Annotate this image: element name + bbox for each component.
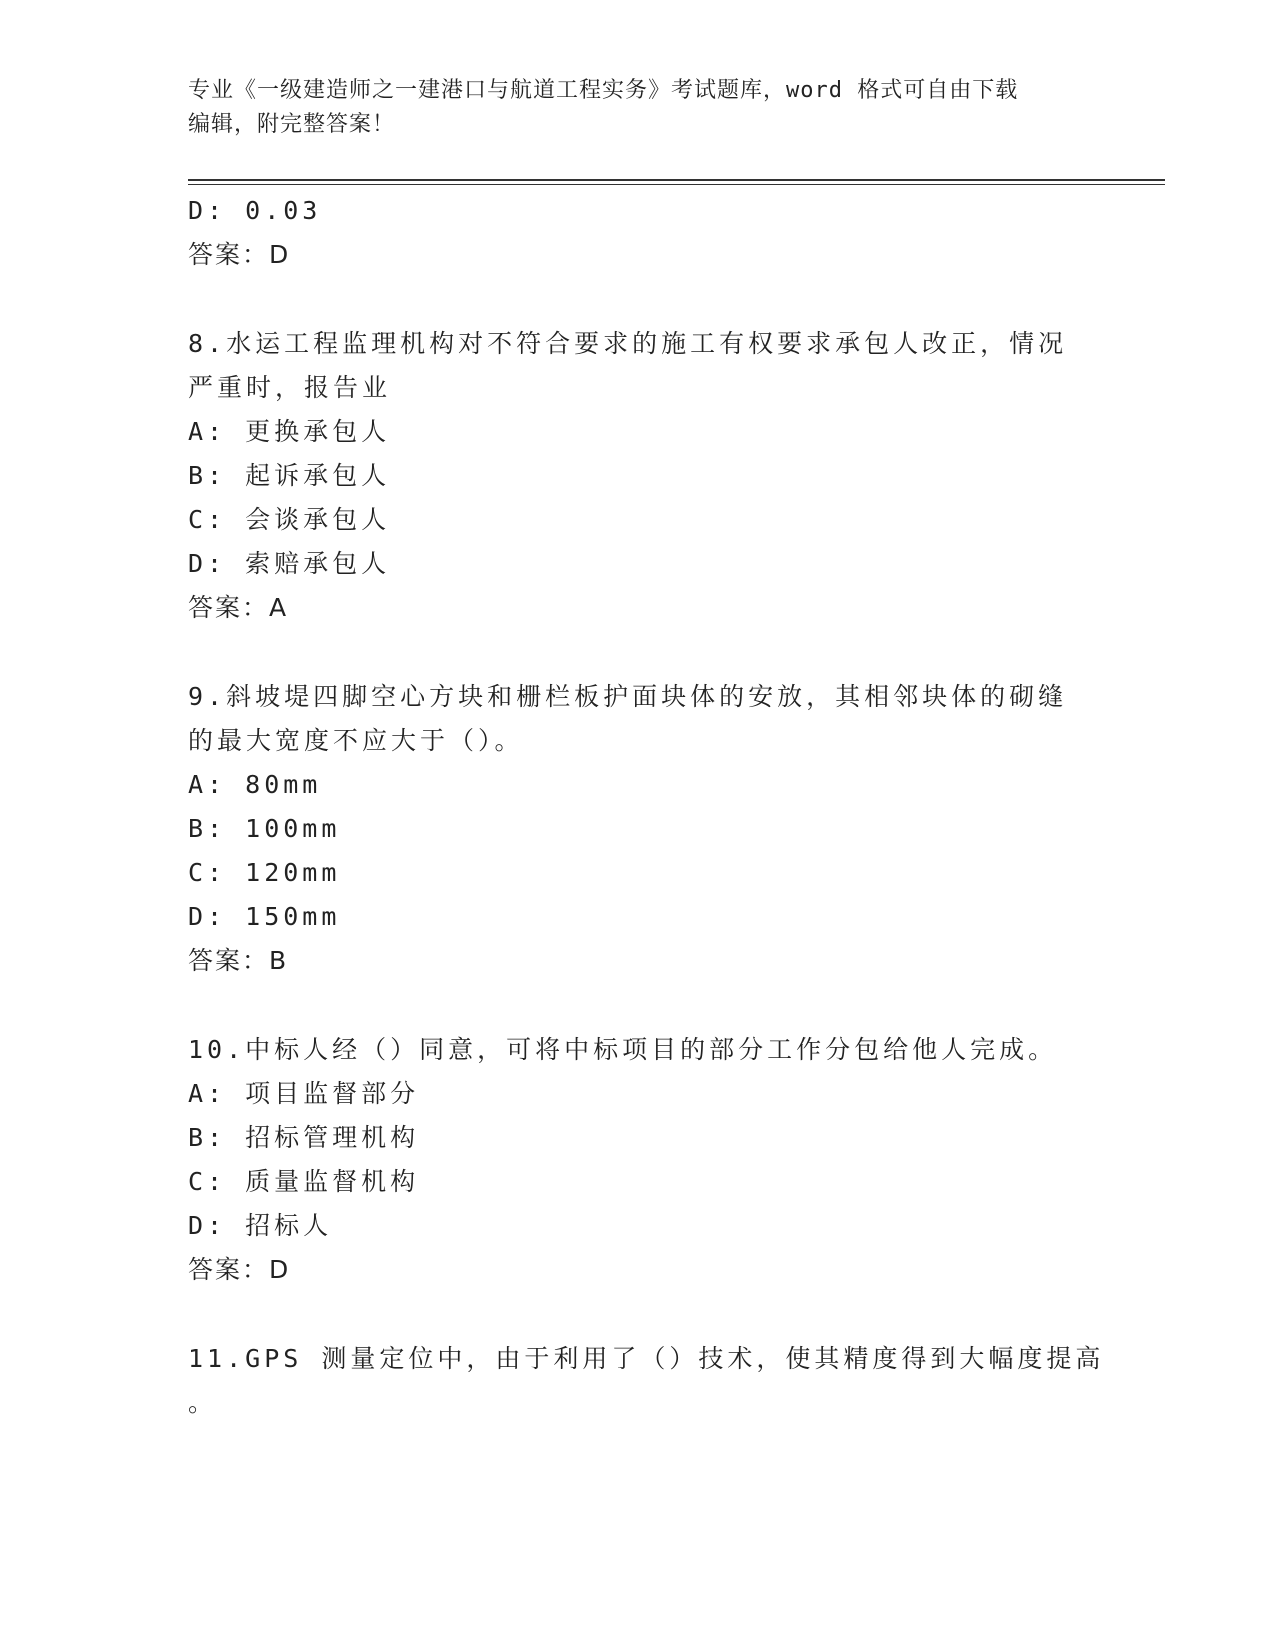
header-line-2: 编辑，附完整答案！: [188, 112, 396, 137]
q9-option-b: B: 100mm: [188, 814, 341, 843]
q8-option-a: A: 更换承包人: [188, 417, 391, 446]
q10-option-c: C: 质量监督机构: [188, 1167, 420, 1196]
q9-option-a: A: 80mm: [188, 770, 322, 799]
header-line-1: 专业《一级建造师之一建港口与航道工程实务》考试题库，word 格式可自由下载: [188, 78, 1019, 103]
q8-stem-line-2: 严重时，报告业: [188, 373, 392, 402]
q11-stem-line-2: 。: [188, 1388, 218, 1417]
q8-answer: 答案：A: [188, 593, 289, 622]
q8-option-d: D: 索赔承包人: [188, 549, 391, 578]
q7-answer: 答案：D: [188, 240, 291, 269]
q10-answer: 答案：D: [188, 1255, 291, 1284]
q8-option-c: C: 会谈承包人: [188, 505, 391, 534]
q10-stem-line-1: 10.中标人经（）同意，可将中标项目的部分工作分包给他人完成。: [188, 1035, 1058, 1064]
q7-option-d: D: 0.03: [188, 196, 322, 225]
q8-stem-line-1: 8.水运工程监理机构对不符合要求的施工有权要求承包人改正，情况: [188, 329, 1068, 358]
q11-stem-line-1: 11.GPS 测量定位中，由于利用了（）技术，使其精度得到大幅度提高: [188, 1344, 1105, 1373]
q9-option-c: C: 120mm: [188, 858, 341, 887]
q9-option-d: D: 150mm: [188, 902, 341, 931]
q9-stem-line-1: 9.斜坡堤四脚空心方块和栅栏板护面块体的安放，其相邻块体的砌缝: [188, 682, 1068, 711]
header-rule-thick: [188, 179, 1165, 181]
header-rule-thin: [188, 184, 1165, 185]
document-header: [188, 74, 1068, 142]
q9-answer: 答案：B: [188, 946, 289, 975]
q10-option-d: D: 招标人: [188, 1211, 333, 1240]
q10-option-b: B: 招标管理机构: [188, 1123, 420, 1152]
q8-option-b: B: 起诉承包人: [188, 461, 391, 490]
q9-stem-line-2: 的最大宽度不应大于（）。: [188, 726, 524, 755]
q10-option-a: A: 项目监督部分: [188, 1079, 420, 1108]
